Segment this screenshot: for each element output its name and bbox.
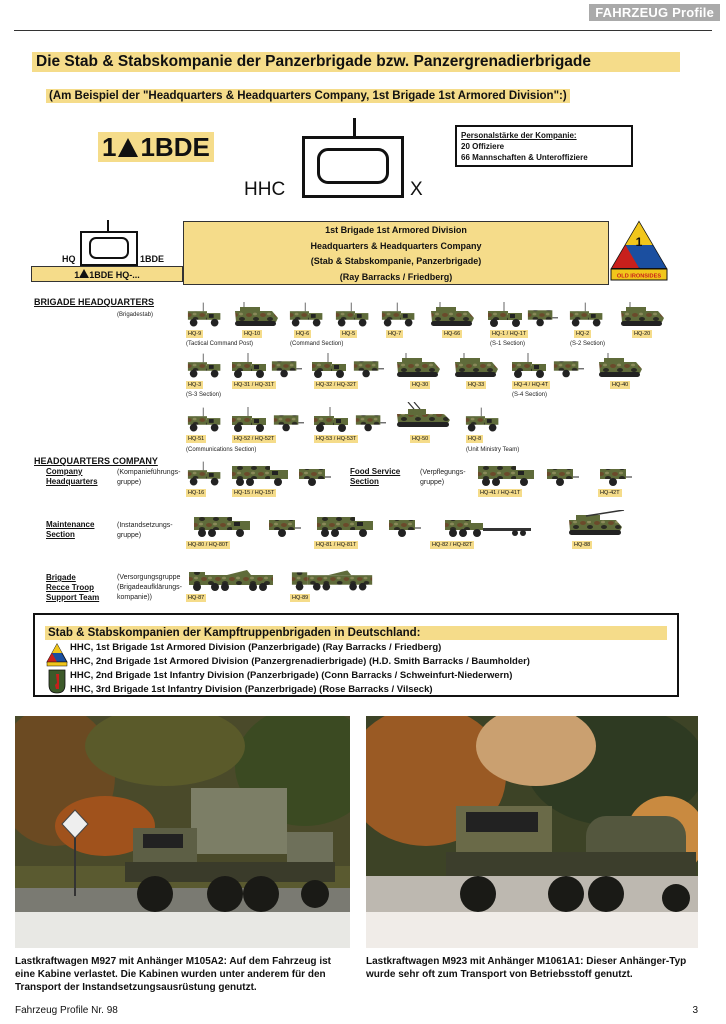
- symbol-left-label: HHC: [244, 179, 286, 200]
- label-hq53: HQ-53 / HQ-53T: [316, 436, 357, 442]
- brigade-hq-note: (Brigadestab): [117, 312, 154, 318]
- note-s1: (S-1 Section): [490, 341, 526, 347]
- label-hq89: HQ-89: [292, 595, 309, 601]
- label-hq51: HQ-51: [188, 436, 205, 442]
- strength-title: Personalstärke der Kompanie:: [461, 131, 577, 140]
- vehicle-hq9: [186, 302, 228, 328]
- strength-officers: 20 Offiziere: [461, 142, 505, 151]
- vehicle-hq6: [288, 302, 330, 328]
- unit-symbol: [300, 118, 410, 198]
- brigade-item-3: HHC, 2nd Brigade 1st Infantry Division (Panzerbrigade) (Conn Barracks / Schweinfurt-Niederwern): [70, 670, 513, 681]
- hq-company-heading: HEADQUARTERS COMPANY: [34, 456, 158, 466]
- bumper-code: [98, 132, 214, 162]
- old-ironsides-patch: [610, 220, 668, 282]
- vehicle-hq40: [596, 353, 644, 379]
- brigade-item-1: HHC, 1st Brigade 1st Armored Division (Panzerbrigade) (Ray Barracks / Friedberg): [70, 642, 442, 653]
- symbol-right-label: X: [410, 179, 423, 200]
- label-hq4: HQ-4 / HQ-4T: [514, 382, 549, 388]
- bumper-prefix: 1: [102, 132, 117, 162]
- vehicle-hq8: [464, 407, 506, 433]
- photo-m927-truck: [15, 716, 350, 948]
- label-hq16: HQ-16: [188, 490, 205, 496]
- label-hq31: HQ-31 / HQ-31T: [234, 382, 275, 388]
- vehicle-hq7: [380, 302, 422, 328]
- vehicle-hq33: [452, 353, 500, 379]
- vehicle-hq20: [618, 302, 666, 328]
- recce-support-heading: Brigade Recce Troop Support Team: [46, 573, 100, 602]
- maintenance-heading: Maintenance Section: [46, 520, 95, 539]
- symbol-echelon-tick: [353, 118, 356, 137]
- label-hq3: HQ-3: [188, 382, 202, 388]
- footer-page-number: 3: [692, 1005, 698, 1016]
- label-hq15: HQ-15 / HQ-15T: [234, 490, 275, 496]
- note-ministry: (Unit Ministry Team): [466, 447, 520, 453]
- vehicle-hq2: [568, 302, 610, 328]
- brigade-item-2: HHC, 2nd Brigade 1st Armored Division (Panzergrenadierbrigade) (H.D. Smith Barracks / Baumholder): [70, 656, 530, 667]
- label-hq6: HQ-6: [296, 331, 310, 337]
- brand-label: FAHRZEUG Profile: [589, 4, 720, 21]
- label-hq40: HQ-40: [612, 382, 629, 388]
- label-hq81: HQ-81 / HQ-81T: [316, 542, 357, 548]
- header-divider: [14, 30, 712, 31]
- label-hq8: HQ-8: [468, 436, 482, 442]
- label-hq32: HQ-32 / HQ-32T: [316, 382, 357, 388]
- caption-left: Lastkraftwagen M927 mit Anhänger M105A2: Auf dem Fahrzeug ist eine Kabine verlastet. Die Kabinen wurden unter anderem für den Transport der Instandsetzungsausrüstung genutzt.: [15, 956, 331, 993]
- info-line-3: (Stab & Stabskompanie, Panzerbrigade): [310, 256, 482, 266]
- recce-support-note: (Versorgungsgruppe (Brigadeaufklärungs- kompanie)): [117, 574, 182, 601]
- label-hq2: HQ-2: [576, 331, 590, 337]
- company-hq-heading: Company Headquarters: [46, 467, 98, 486]
- label-hq9: HQ-9: [188, 331, 202, 337]
- caption-right: Lastkraftwagen M923 mit Anhänger M1061A1: Dieser Anhänger-Typ wurde sehr oft zum Transport von Betriebsstoff genutzt.: [366, 956, 687, 980]
- label-hq30: HQ-30: [412, 382, 429, 388]
- brigades-germany-title: Stab & Stabskompanien der Kampftruppenbrigaden in Deutschland:: [45, 626, 667, 640]
- vehicle-hq32: [310, 353, 386, 379]
- label-hq33: HQ-33: [468, 382, 485, 388]
- label-hq87: HQ-87: [188, 595, 205, 601]
- personnel-strength-box: [455, 125, 633, 167]
- food-service-note: (Verpflegungs- gruppe): [420, 469, 466, 486]
- vehicle-hq81: [312, 512, 422, 538]
- vehicle-hq16: [186, 461, 228, 487]
- vehicle-hq31: [230, 353, 302, 379]
- vehicle-hq51: [186, 407, 228, 433]
- vehicle-hq41: [476, 461, 582, 487]
- info-line-4: (Ray Barracks / Friedberg): [339, 271, 453, 282]
- hq-symbol: [80, 220, 138, 266]
- vehicle-hq52: [230, 407, 304, 433]
- vehicle-hq5: [334, 302, 376, 328]
- vehicle-hq50: [394, 402, 454, 428]
- triangle-icon: [118, 138, 138, 157]
- strength-enlisted: 66 Mannschaften & Unteroffiziere: [461, 153, 588, 162]
- label-hq88: HQ-88: [574, 542, 591, 548]
- vehicle-hq42: [598, 461, 632, 487]
- vehicle-hq10: [232, 302, 280, 328]
- bumper-suffix: 1BDE: [140, 132, 210, 162]
- armor-oval-icon: [317, 148, 389, 184]
- label-hq7: HQ-7: [388, 331, 402, 337]
- footer-publication: Fahrzeug Profile Nr. 98: [15, 1005, 118, 1016]
- vehicle-hq15: [230, 461, 334, 487]
- note-comm: (Communications Section): [186, 447, 257, 453]
- page-title: Die Stab & Stabskompanie der Panzerbrigade bzw. Panzergrenadierbrigade: [32, 52, 680, 72]
- vehicle-hq87: [186, 566, 278, 592]
- note-s4: (S-4 Section): [512, 392, 548, 398]
- note-tcp: (Tactical Command Post): [186, 341, 254, 347]
- note-cmd: (Command Section): [290, 341, 344, 347]
- label-hq10: HQ-10: [244, 331, 261, 337]
- page-subtitle: (Am Beispiel der "Headquarters & Headquarters Company, 1st Brigade 1st Armored Division":): [46, 89, 570, 103]
- armored-division-patch-icon: [46, 643, 68, 667]
- info-line-1: 1st Brigade 1st Armored Division: [325, 225, 467, 235]
- label-hq80: HQ-80 / HQ-80T: [188, 542, 229, 548]
- vehicle-hq3: [186, 353, 228, 379]
- label-hq50: HQ-50: [412, 436, 429, 442]
- vehicle-hq66: [428, 302, 476, 328]
- label-hq5: HQ-5: [342, 331, 356, 337]
- vehicle-hq30: [394, 353, 442, 379]
- label-hq20: HQ-20: [634, 331, 651, 337]
- brigade-hq-heading: BRIGADE HEADQUARTERS: [34, 297, 155, 307]
- triangle-icon: [79, 269, 89, 278]
- hq-symbol-right: 1BDE: [140, 254, 165, 264]
- vehicle-hq1: [486, 302, 558, 328]
- vehicle-hq4: [510, 353, 586, 379]
- patch-text: OLD IRONSIDES: [616, 273, 662, 280]
- label-hq52: HQ-52 / HQ-52T: [234, 436, 275, 442]
- note-s3: (S-3 Section): [186, 392, 222, 398]
- vehicle-hq89: [290, 566, 376, 592]
- vehicle-hq82: [428, 512, 548, 538]
- note-s2: (S-2 Section): [570, 341, 606, 347]
- label-hq82: HQ-82 / HQ-82T: [432, 542, 473, 548]
- hq-oval-icon: [89, 237, 129, 259]
- svg-text:1: 1: [635, 235, 643, 249]
- label-hq42: HQ-42T: [600, 490, 620, 496]
- photo-m923-truck: [366, 716, 698, 948]
- hq-bumper-label: 1 1BDE HQ-...: [31, 266, 183, 282]
- label-hq1: HQ-1 / HQ-1T: [492, 331, 527, 337]
- maintenance-note: (Instandsetzungs- gruppe): [117, 522, 173, 539]
- info-line-2: Headquarters & Headquarters Company: [310, 240, 482, 251]
- label-hq41: HQ-41 / HQ-41T: [480, 490, 521, 496]
- vehicle-hq80: [186, 512, 304, 538]
- food-service-heading: Food Service Section: [350, 467, 401, 486]
- brigade-item-4: HHC, 3rd Brigade 1st Infantry Division (Panzerbrigade) (Rose Barracks / Vilseck): [70, 684, 433, 695]
- vehicle-hq88: [562, 510, 630, 536]
- vehicle-hq53: [312, 407, 386, 433]
- label-hq66: HQ-66: [444, 331, 461, 337]
- unit-info-box: [183, 221, 609, 285]
- hq-symbol-left: HQ: [62, 254, 76, 264]
- infantry-division-patch-icon: [47, 669, 67, 694]
- company-hq-note: (Kompanieführungs- gruppe): [117, 469, 181, 486]
